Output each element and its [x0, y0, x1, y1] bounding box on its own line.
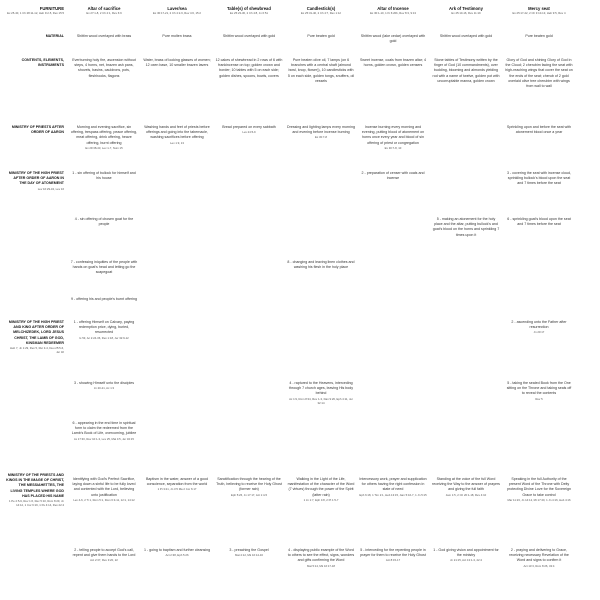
brides-cell-text: Walking in the Light of the Life, manifestation of the character of the Word (7 virtues) through the power of the Spirit (latter rain) [287, 477, 355, 497]
brides-cell-text: Intercessory work, prayer and supplication for others having the right confession in state of need [359, 477, 427, 492]
row-label-melchizedek [6, 320, 64, 354]
brides-cell-reference: Eph 6:18, 1 Tim 2:1, Heb 13:15, Jam 5:16-7, 1 Jn 5:15 [359, 492, 427, 497]
row-label-melchizedek-reference: Heb 7, Jn 1:29, Rev 5, Rut 3-4, Deu 25:5-6, Jer 32 [10, 346, 64, 355]
column-header-text: Table(s) of shewbread [227, 6, 271, 11]
melchizedek-step [70, 421, 138, 441]
contents-cell-text: Water, brass of looking glasses of women; 12 oxen base, 10 smaller brazen lavers [143, 58, 211, 68]
column-header [143, 6, 211, 15]
material-cell-text: Pure beaten gold [307, 34, 335, 38]
column-header-text: Candlestick(s) [306, 6, 336, 11]
brides-cell-reference: Lev 4-6, 2 Ti 1, Rom 5:1, Rom 6:3-11, 12:1, 14:12 [73, 497, 135, 502]
atonement-step [70, 260, 138, 276]
material-cell [359, 34, 427, 44]
ministry-aaron-cell [215, 125, 283, 134]
brides-cell-reference: 1 Jn 1:7, Eph 4:8, 2 Pt 1:5-7 [303, 497, 339, 502]
ministry-aaron-cell-text: Dressing and lighting lamps every morning and evening before incense burning [287, 125, 355, 135]
atonement-step-text: 2 - preparation of censer with coals and incense [361, 171, 425, 181]
atonement-step-text: 1 - sin offering of bullock for himself and his house [72, 171, 136, 181]
contents-cell [432, 58, 500, 84]
brides-step [143, 548, 211, 557]
brides-cell [432, 477, 500, 497]
ministry-aaron-cell-text: Bread prepared on every sabbath [222, 125, 276, 129]
material-cell-text: Shittim wood overlayed with brass [76, 34, 132, 38]
column-header-reference: Ex 25:17-22, 2 Ch 3:10-13, Heb 9:5, Rev 4 [512, 11, 566, 15]
atonement-step-text: 9 - offering his and people's burnt offering [70, 297, 138, 301]
row-label-atonement [6, 171, 64, 191]
row-label-contents-text: CONTENTS, ELEMENTS, INSTRUMENTS [21, 58, 64, 68]
brides-step-reference: Act 13:3, Rom 8:26, 32:4 [523, 563, 555, 568]
brides-cell-text: Identifying with God's Perfect Sacrifice, laying down a sinful life to be fully loved and contented with the Lord, believing unto justification [72, 477, 136, 497]
atonement-step [70, 171, 138, 181]
material-cell [143, 34, 211, 39]
brides-cell [359, 477, 427, 497]
melchizedek-step-text: 1 - offering Himself on Calvary, paying redemption price, dying, buried, resurrected [73, 320, 135, 335]
contents-cell [287, 58, 355, 84]
column-header [287, 6, 355, 15]
atonement-step [287, 260, 355, 270]
melchizedek-step-text: 6 - appearing in the end time in spiritual form to claim the redeemed from the Lamb's Book of Life, overcoming, jubilee [71, 421, 137, 436]
brides-step-reference: Act 8:15-17 [385, 558, 401, 563]
column-header-reference: Ex 25:23-30, 2 Ch 4:8, Jn 6:51 [230, 11, 268, 15]
column-header-text: Laver/sea [167, 6, 187, 11]
ministry-aaron-cell-text: Sprinkling upon and before the seat with atonement blood once a year [506, 125, 572, 135]
material-cell-text: Shittim wood overlayed with gold [222, 34, 276, 38]
contents-cell-text: Pure beaten olive oil, 7 lamps (on 6 branches with a central shaft (almond bowl, knop, flower)), 10 candlesticks with 5 on each side, golden tongs, snuffers, oil vessels [287, 58, 355, 83]
brides-step [215, 548, 283, 557]
melchizedek-step-reference: Jn 20:17 [533, 330, 545, 335]
column-header [505, 6, 573, 15]
melchizedek-step [505, 381, 573, 401]
material-cell-text: Shittim wood overlayed with gold [439, 34, 493, 38]
material-cell-text: Pure molten brass [162, 34, 192, 38]
ministry-aaron-cell-reference: Ex 30:7-8, 10 [384, 145, 402, 150]
melchizedek-step-text: 2 - ascending unto the Father after resurrection [511, 320, 567, 330]
column-header-text: Altar of sacrifice [87, 6, 121, 11]
column-header-furniture-reference: Ex 25-40, 1 Ch 28:11-12, Heb 9:2-5, Rev 15:5 [7, 11, 64, 15]
atonement-step [505, 171, 573, 187]
brides-cell-text: Sanctification through the hearing of the Truth, believing to receive the Holy Ghost (former rain) [216, 477, 282, 492]
column-header [70, 6, 138, 15]
column-header-reference: Ex 30:1-10, 1 Ki 6:20b, Rev 8:3, 9:13 [370, 11, 416, 15]
brides-step [287, 548, 355, 568]
atonement-step-text: 5 - making an atonement for the holy place and the altar, putting bullock's and goat's blood on the horns and sprinkling 7 times upon it [432, 217, 500, 237]
contents-cell [143, 58, 211, 68]
melchizedek-step [70, 381, 138, 390]
column-header-reference: Ex 25:31-40, 2 Ch 4:7, Rev 1:12 [301, 11, 341, 15]
melchizedek-step-text: 5 - taking the sealed Book from the One sitting on the Throne and taking seals off to reveal the contents [506, 381, 572, 396]
ministry-aaron-cell [505, 125, 573, 135]
melchizedek-step [505, 320, 573, 334]
column-header [359, 6, 427, 15]
atonement-step-text: 6 - sprinkling goat's blood upon the seat and 7 times before the seat [507, 217, 571, 227]
brides-cell [505, 477, 573, 502]
ministry-aaron-cell-reference: Ex 29:38-43, Lev 1-7, Num 15 [85, 145, 123, 150]
atonement-step-text: 8 - changing and leaving linen clothes and washing his flesh in the holy place [287, 260, 355, 270]
brides-cell-text: Speaking in the full Authority of the present Word of the Throne with Deity protecting Divine Love for the Sovereign Grace to take control [507, 477, 571, 497]
contents-cell [70, 58, 138, 79]
contents-cell-text: Glory of God and shining Glory of God in the Cloud; 2 cherubim facing the seat with high-reaching wings that cover the seat on the ends of the seat; cherub of 2 gold overlaid olive tree cherubim with wings from wall to wall [505, 58, 573, 89]
brides-step-text: 2 - praying and delivering to Grace, receiving necessary Revelation of the Word and signs to confirm it [509, 548, 569, 563]
row-label-ministry-aaron [6, 125, 64, 135]
atonement-step-text: 7 - confessing iniquities of the people with hands on goat's head and letting go the scapegoat [70, 260, 138, 275]
brides-step-text: 1 - going to baptism and further cleansing [143, 548, 211, 552]
brides-step-text: 1 - God giving vision and appointment for the ministry [433, 548, 499, 558]
ministry-aaron-cell-text: Incense burning every morning and evening, putting blood of atonement on horns once every year and blood of sin offering of priest or congregation [361, 125, 425, 145]
atonement-step [432, 217, 500, 238]
row-label-atonement-reference: Lev 16:29-34, Lev 16 [37, 186, 64, 191]
row-label-contents [6, 58, 64, 68]
atonement-step-text: 4 - sin offering of chosen goat for the people [74, 217, 134, 227]
brides-step-text: 3 - preaching the Gospel [229, 548, 269, 552]
contents-cell [505, 58, 573, 89]
melchizedek-step-reference: Lk 17:30, Rev 10:1-3, Lev 25, Mal 4:5, Jer 32:15 [74, 436, 134, 441]
brides-cell-reference: Jam 1:5, 2 Ch 20:1-18, Rev 4:10 [445, 492, 487, 497]
brides-step-reference: Mat 2:12, Mk 16:14-16 [235, 553, 263, 558]
column-header [215, 6, 283, 15]
material-cell [70, 34, 138, 39]
ministry-aaron-cell-reference: Ex 30:7-8 [315, 135, 327, 140]
brides-cell-reference: Mar 11:23, Jn 14:12, Mt 17:20, 1 Jn 4:16, Heb 4:16 [507, 497, 571, 502]
melchizedek-step-text: 3 - showing Himself unto the disciples [73, 381, 135, 385]
atonement-step [359, 171, 427, 181]
material-cell [287, 34, 355, 39]
column-header-reference: Ex 27:1-8, 2 Ch 4:1, Rev 6:9 [86, 11, 122, 15]
contents-cell-text: Sweet incense, coals from brazen altar; 4 horns, golden crown, golden censers [360, 58, 426, 68]
ministry-aaron-cell-reference: Lev 24:5-9 [242, 130, 256, 135]
row-label-brides-text: MINISTRY OF THE PRIESTS AND KINGS IN THE IMAGE OF CHRIST, THE MESSIAHETTES, THE LIVING TEMPLES WHERE GOD HAS PLACED HIS NAME [6, 473, 64, 498]
row-label-brides [6, 473, 64, 507]
brides-step [359, 548, 427, 562]
contents-cell-text: Everburning holy fire, ascension without steps, 4 horns, net, brazen ash pans, shovels, basins, cauldrons, pots, fleshhooks, flagons [72, 58, 136, 78]
brides-cell [70, 477, 138, 502]
atonement-step [70, 217, 138, 227]
melchizedek-step [287, 381, 355, 405]
brides-step-text: 4 - displaying public example of the Word to others to see the effect, signs, wonders and gifts confirming the Word [287, 548, 355, 563]
row-label-brides-reference: 1 Pe 2:5-9, Rev 1:6, Rev 5:10, Rom 8:29, Jn 14:12, 1 Cor 6:19, 1 Pe 4:14, Rev 22:4 [8, 499, 64, 508]
ministry-aaron-cell-text: Washing hands and feet of priests before offerings and going into the tabernacle, washing sacrifices before offering [144, 125, 210, 140]
brides-cell-text: Standing at the voice of the full Word receiving the Way to the answer of prayers and giving the full faith [432, 477, 500, 492]
melchizedek-step-reference: Rev 5 [535, 396, 543, 401]
contents-cell-text: Stone tables of Testimony written by the finger of God (10 commandments), over budding, blooming and almonds yielding rod with a name of twelve, golden pot with uncorruptable manna, golden crown [432, 58, 500, 83]
melchizedek-step-reference: Ac 1:9, Rom 8:34, Rev 1-3, Dan 9:26, Eph 4:11, Jer 32:14 [289, 396, 353, 405]
atonement-step-text: 3 - covering the seat with incense cloud, sprinkling bullock's blood upon the seat and 7 times before the seat [507, 171, 571, 186]
brides-step-reference: Act 2:38, Eph 5:26 [165, 553, 189, 558]
row-label-material-text: MATERIAL [45, 34, 64, 38]
ministry-aaron-cell [359, 125, 427, 150]
brides-step [432, 548, 500, 562]
ministry-aaron-cell [287, 125, 355, 139]
melchizedek-step-text: 4 - raptured to the Heavens, interceding through 7 church ages, leaving His body behind [288, 381, 354, 396]
ministry-aaron-cell [70, 125, 138, 150]
column-header-text: Altar of Incense [377, 6, 409, 11]
brides-cell-reference: Eph 5:26, Jn 17:17, Act 1:4-5 [230, 492, 268, 497]
brides-step-text: 5 - interceding for the repenting people in prayer for them to receive the Holy Ghost [360, 548, 426, 558]
brides-step-reference: Jn 21:15, Act 13:1-3, 22:4 [450, 558, 482, 563]
column-header-reference: Ex 25:10-16, Rev 11:19 [451, 11, 481, 15]
ministry-aaron-cell [143, 125, 211, 145]
contents-cell [359, 58, 427, 68]
material-cell [215, 34, 283, 39]
column-header-reference: Ex 30:17-21, 2 Ch 4:2-6, Rev 4:6, 15:2 [153, 11, 201, 15]
column-header-text: Ark of Testimony [449, 6, 483, 11]
atonement-step [70, 297, 138, 302]
brides-cell [287, 477, 355, 502]
row-label-material [6, 34, 64, 39]
brides-cell [143, 477, 211, 491]
row-label-atonement-text: MINISTRY OF THE HIGH PRIEST AFTER ORDER OF AARON IN THE DAY OF ATONEMENT [8, 171, 64, 186]
brides-cell-reference: 1 Pt 3:21, Jn 3:5 Ma 2 Cor 6:17 [157, 487, 197, 492]
melchizedek-step-reference: Is 53, Ac 2:24-36, Rev 1:18, Jer 32:9-12 [79, 335, 129, 340]
material-cell [505, 34, 573, 39]
contents-cell-text: 12 cakes of shewbread in 2 rows of 6 with frankincense on top; golden crown and border; 10 tables with 5 on each side; golden dishes, spoons, bowls, covers [215, 58, 283, 78]
material-cell-text: Shittim wood (lake cedar) overlayed with gold [360, 34, 426, 44]
ministry-aaron-cell-text: Morning and evening sacrifice, sin offering, trespass offering, peace offering, meat offering, drink offering, heave offering, burnt offering [70, 125, 138, 145]
column-header-furniture [6, 6, 64, 15]
brides-step-text: 2 - telling people to accept God's call, repent and give them hands to the Lord [72, 548, 136, 558]
ministry-aaron-cell-reference: Lev 1:9, 13 [170, 140, 184, 145]
row-label-melchizedek-text: MINISTRY OF THE HIGH PRIEST AND KING AFTER ORDER OF MELCHIZEDEK, LORD JESUS CHRIST, THE LAMB OF GOD, KINSMAN REDEEMER [8, 320, 64, 345]
brides-step [505, 548, 573, 568]
brides-step-reference: Mat 5:14, Mk 16:17-18 [307, 563, 335, 568]
material-cell-text: Pure beaten gold [525, 34, 553, 38]
melchizedek-step [70, 320, 138, 340]
column-header-text: Mercy seat [528, 6, 550, 11]
column-header-furniture-text: FURNITURE [39, 6, 64, 11]
contents-cell [215, 58, 283, 79]
brides-cell-text: Baptism in the water, answer of a good conscience, separation from the world [146, 477, 208, 487]
brides-step-reference: Act 2:37, Rev 3:20, 22 [90, 558, 118, 563]
column-header [432, 6, 500, 15]
brides-step [70, 548, 138, 562]
melchizedek-step-reference: Jn 20-21, Ac 1:3 [93, 386, 115, 391]
atonement-step [505, 217, 573, 227]
brides-cell [215, 477, 283, 497]
material-cell [432, 34, 500, 39]
row-label-ministry-aaron-text: MINISTRY OF PRIESTS AFTER ORDER OF AARON [11, 125, 64, 135]
